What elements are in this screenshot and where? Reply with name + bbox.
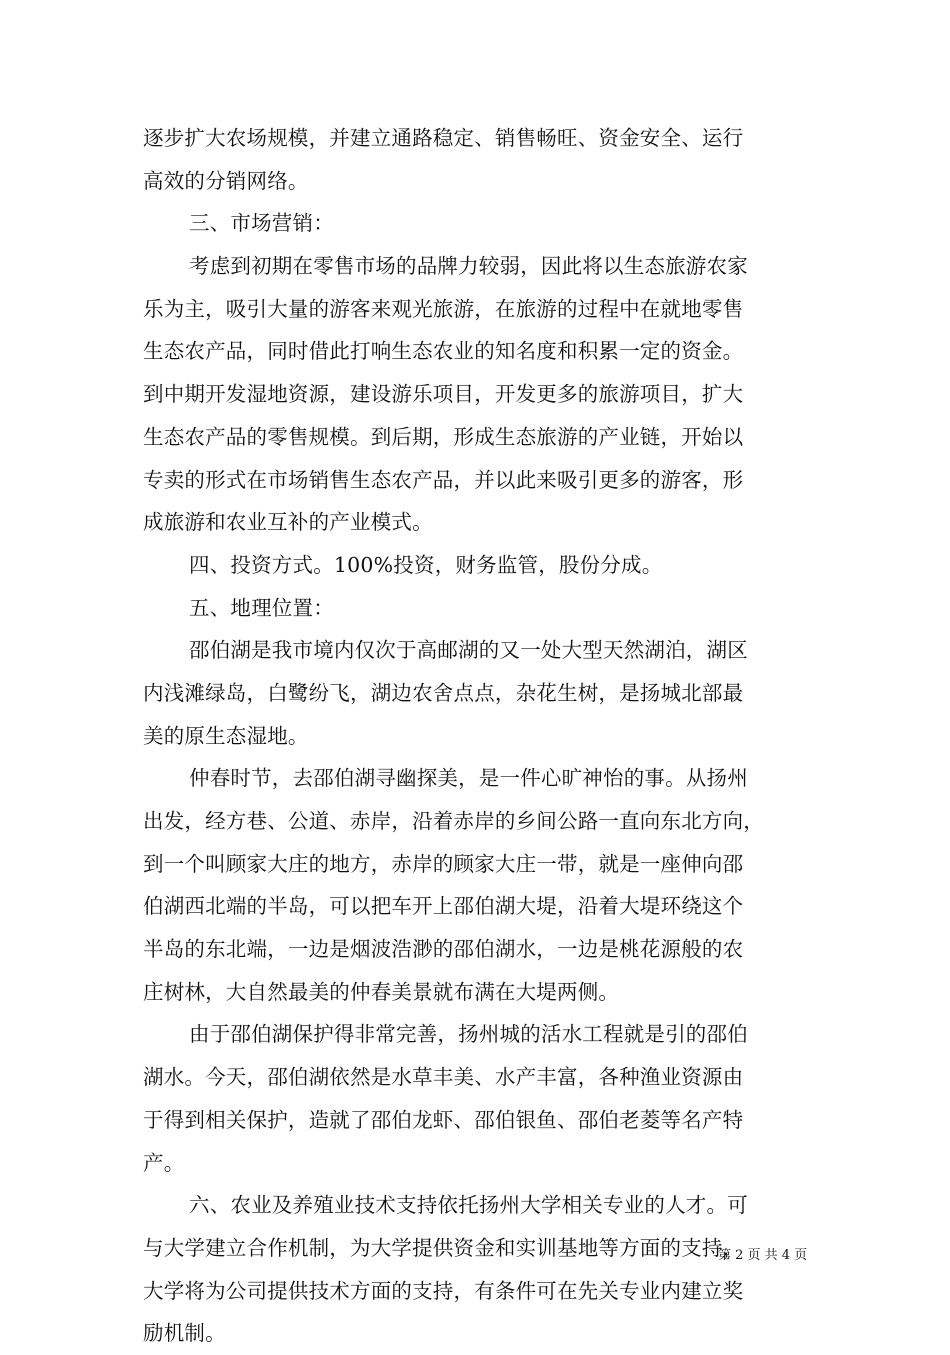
text-line: 仲春时节，去邵伯湖寻幽探美，是一件心旷神怡的事。从扬州 <box>189 766 748 791</box>
text-line: 乐为主，吸引大量的游客来观光旅游，在旅游的过程中在就地零售 <box>143 296 744 321</box>
text-line: 逐步扩大农场规模，并建立通路稳定、销售畅旺、资金安全、运行 <box>143 126 744 150</box>
text-line: 产。 <box>143 1150 185 1175</box>
text-line: 庄树林，大自然最美的仲春美景就布满在大堤两侧。 <box>143 979 620 1004</box>
text-line: 大学将为公司提供技术方面的支持，有条件可在先关专业内建立奖 <box>143 1278 744 1303</box>
body-text <box>143 117 807 1355</box>
text-line: 与大学建立合作机制，为大学提供资金和实训基地等方面的支持， <box>143 1235 744 1260</box>
section-heading: 三、市场营销： <box>189 211 334 236</box>
text-line: 生态农产品的零售规模。到后期，形成生态旅游的产业链，开始以 <box>143 424 744 449</box>
text-line: 考虑到初期在零售市场的品牌力较弱，因此将以生态旅游农家 <box>189 254 748 279</box>
text-line: 到中期开发湿地资源，建设游乐项目，开发更多的旅游项目，扩大 <box>143 382 744 407</box>
text-line: 美的原生态湿地。 <box>143 723 309 748</box>
text-line: 专卖的形式在市场销售生态农产品，并以此来吸引更多的游客，形 <box>143 467 744 492</box>
text-line: 半岛的东北端，一边是烟波浩渺的邵伯湖水，一边是桃花源般的农 <box>143 937 744 962</box>
page-number: 第 2 页 共 4 页 <box>718 1248 808 1263</box>
section-heading: 五、地理位置： <box>189 595 334 620</box>
section-heading: 四、投资方式。100%投资，财务监管，股份分成。 <box>189 552 663 577</box>
text-line: 生态农产品，同时借此打响生态农业的知名度和积累一定的资金。 <box>143 339 744 364</box>
text-line: 内浅滩绿岛，白鹭纷飞，湖边农舍点点，杂花生树，是扬城北部最 <box>143 680 744 705</box>
text-line: 高效的分销网络。 <box>143 168 309 193</box>
text-line: 到一个叫顾家大庄的地方，赤岸的顾家大庄一带，就是一座伸向邵 <box>143 851 744 876</box>
text-line: 于得到相关保护，造就了邵伯龙虾、邵伯银鱼、邵伯老菱等名产特 <box>143 1107 744 1132</box>
text-line: 出发，经方巷、公道、赤岸，沿着赤岸的乡间公路一直向东北方向， <box>143 809 764 833</box>
text-line: 励机制。 <box>143 1321 226 1346</box>
text-line: 邵伯湖是我市境内仅次于高邮湖的又一处大型天然湖泊，湖区 <box>189 638 748 663</box>
text-line: 成旅游和农业互补的产业模式。 <box>143 510 433 535</box>
text-line: 由于邵伯湖保护得非常完善，扬州城的活水工程就是引的邵伯 <box>189 1022 748 1047</box>
text-line: 伯湖西北端的半岛，可以把车开上邵伯湖大堤，沿着大堤环绕这个 <box>143 894 744 919</box>
text-line: 湖水。今天，邵伯湖依然是水草丰美、水产丰富，各种渔业资源由 <box>143 1065 744 1090</box>
section-heading: 六、农业及养殖业技术支持依托扬州大学相关专业的人才。可 <box>189 1193 748 1218</box>
